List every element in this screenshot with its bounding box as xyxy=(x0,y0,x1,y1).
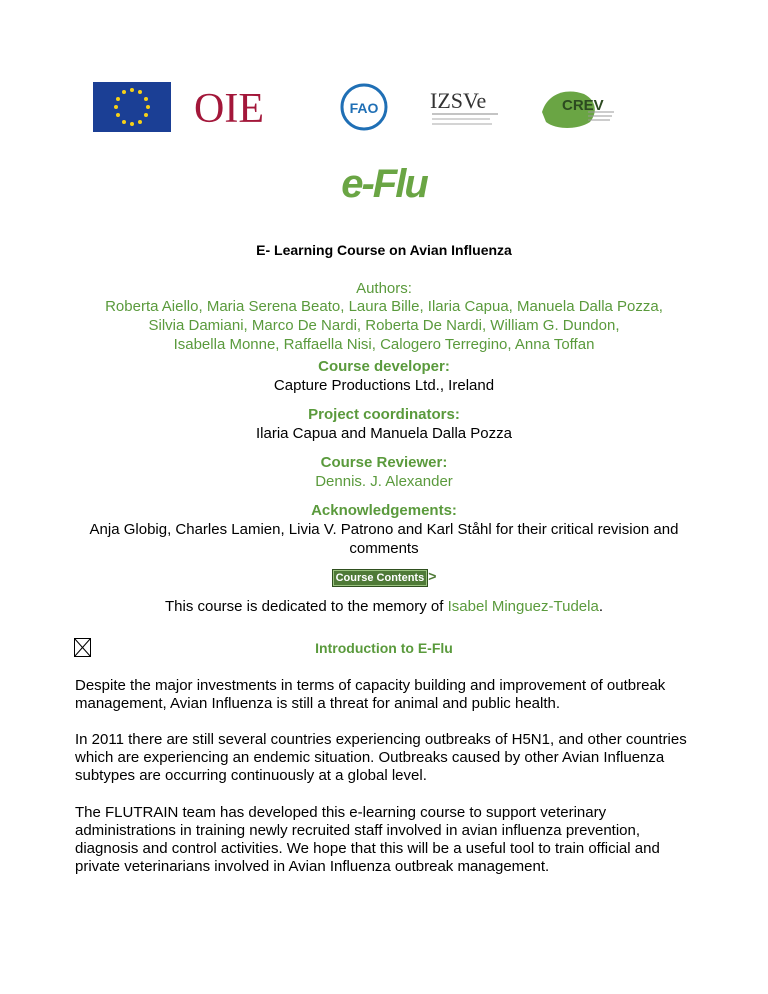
section-heading: Course Reviewer: xyxy=(320,454,448,471)
course-title: E- Learning Course on Avian Influenza xyxy=(256,242,512,258)
acknowledgements-section xyxy=(0,501,768,558)
svg-text:FAO: FAO xyxy=(349,100,379,116)
section-heading: Course developer: xyxy=(318,358,450,375)
authors-line: Roberta Aiello, Maria Serena Beato, Laura Bille, Ilaria Capua, Manuela Dalla Pozza, xyxy=(105,298,663,315)
svg-text:IZSVe: IZSVe xyxy=(430,88,487,113)
partner-logos xyxy=(0,82,768,132)
section-heading: Project coordinators: xyxy=(308,406,460,423)
section-value: Dennis. J. Alexander xyxy=(315,473,453,490)
course-reviewer-section xyxy=(0,453,768,491)
course-developer-section xyxy=(0,357,768,395)
dedication xyxy=(0,598,768,615)
svg-text:CREV: CREV xyxy=(562,97,604,114)
eflu-logo: e-Flu xyxy=(341,162,427,206)
section-heading: Acknowledgements: xyxy=(311,502,457,519)
intro-heading: Introduction to E-Flu xyxy=(315,640,453,656)
intro-paragraph-1: Despite the major investments in terms of capacity building and improvement of outbreak management, Avian Influenza is still a threat for animal and public health. xyxy=(75,677,666,712)
authors-line: Silvia Damiani, Marco De Nardi, Roberta De Nardi, William G. Dundon, xyxy=(148,317,620,334)
dedication-prefix: This course is dedicated to the memory of xyxy=(164,598,448,615)
authors-list xyxy=(0,297,768,354)
dedication-suffix: . xyxy=(598,598,603,615)
crev-logo xyxy=(538,82,618,132)
authors-line: Isabella Monne, Raffaella Nisi, Calogero Terregino, Anna Toffan xyxy=(173,336,595,353)
section-value: Ilaria Capua and Manuela Dalla Pozza xyxy=(256,425,512,442)
course-contents-arrow[interactable]: > xyxy=(428,568,437,584)
acknowledgements-line: Anja Globig, Charles Lamien, Livia V. Patrono and Karl Ståhl for their critical revision and xyxy=(89,521,679,538)
acknowledgements-line: comments xyxy=(349,540,419,557)
izsve-logo xyxy=(430,82,505,132)
svg-text:OIE: OIE xyxy=(194,86,264,132)
authors-heading: Authors: xyxy=(356,280,412,297)
project-coordinators-section xyxy=(0,405,768,443)
intro-paragraph-2: In 2011 there are still several countries experiencing outbreaks of H5N1, and other countries which are experiencing an endemic situation. Outbreaks caused by other Avian Influenza subtypes are occurring continuously at a global level. xyxy=(75,731,687,784)
section-value: Capture Productions Ltd., Ireland xyxy=(273,377,495,394)
intro-paragraph-3: The FLUTRAIN team has developed this e-learning course to support veterinary administrations in training newly recruited staff involved in avian influenza prevention, diagnosis and control activities. We hope that this will be a useful tool to train official and private veterinarians involved in Avian Influenza outbreak management. xyxy=(75,804,660,875)
fao-logo xyxy=(339,82,389,132)
course-contents-button[interactable]: Course Contents xyxy=(332,569,429,587)
oie-logo xyxy=(192,82,287,132)
course-contents-row xyxy=(0,568,768,587)
dedication-name-link[interactable]: Isabel Minguez-Tudela xyxy=(447,598,599,615)
eu-flag-logo xyxy=(93,82,171,132)
